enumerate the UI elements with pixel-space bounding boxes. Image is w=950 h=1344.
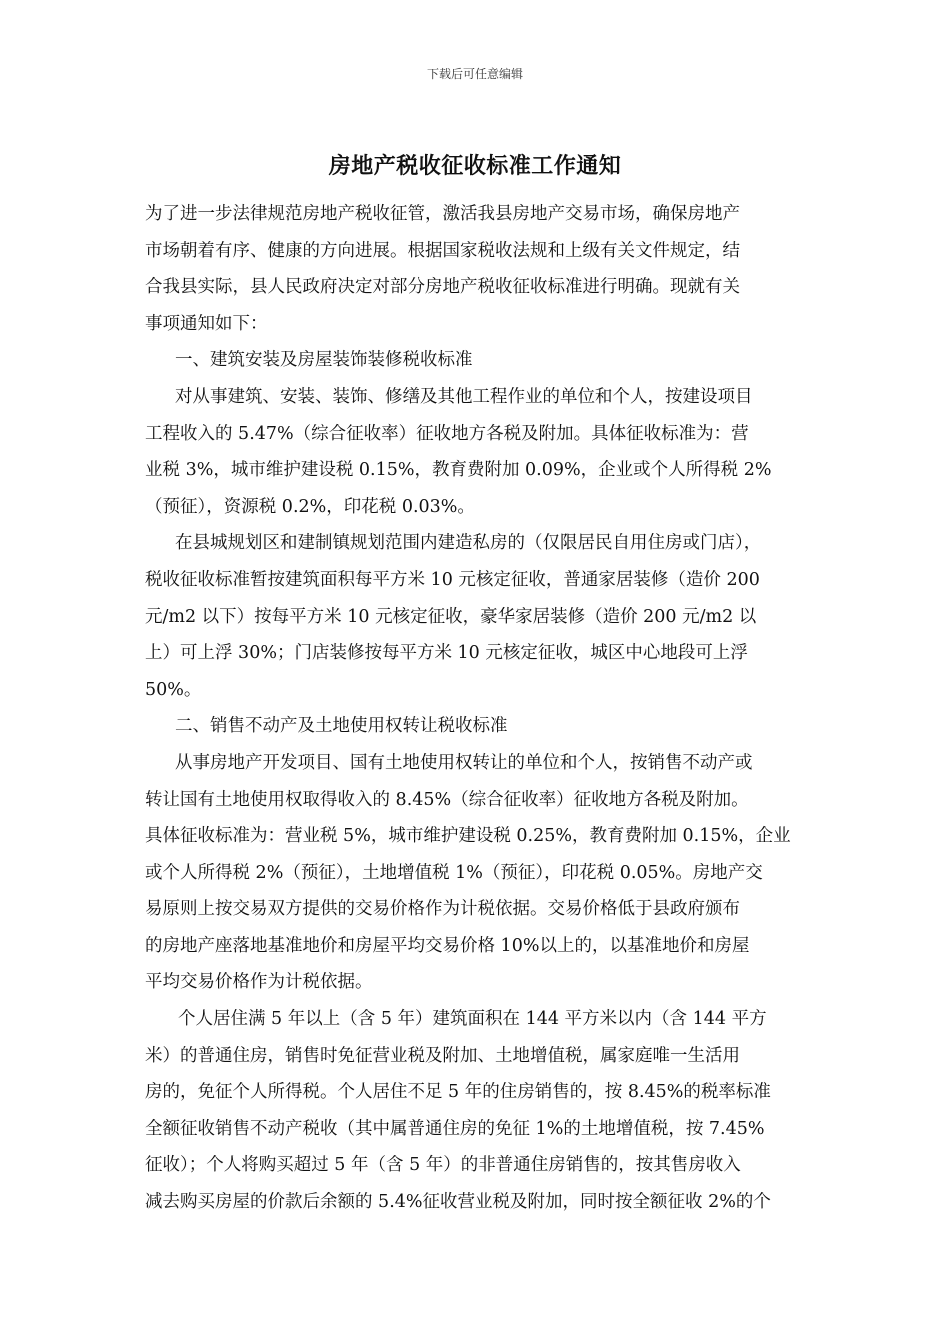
text-line: 或个人所得税 2%（预征），土地增值税 1%（预征），印花税 0.05%。房地产交: [145, 862, 763, 883]
text-line: 具体征收标准为：营业税 5%，城市维护建设税 0.25%，教育费附加 0.15%，企业: [145, 826, 791, 847]
document-title: 房地产税收征收标准工作通知: [328, 153, 622, 179]
text-line: 易原则上按交易双方提供的交易价格作为计税依据。交易价格低于县政府颁布: [145, 899, 740, 920]
text-line: 征收）；个人将购买超过 5 年（含 5 年）的非普通住房销售的，按其售房收入: [145, 1155, 741, 1176]
text-line: 市场朝着有序、健康的方向进展。根据国家税收法规和上级有关文件规定，结: [145, 240, 740, 261]
text-line: 从事房地产开发项目、国有土地使用权转让的单位和个人，按销售不动产或: [175, 752, 753, 773]
text-line: 平均交易价格作为计税依据。: [145, 972, 373, 993]
text-line: 转让国有土地使用权取得收入的 8.45%（综合征收率）征收地方各税及附加。: [145, 789, 749, 810]
text-line: 事项通知如下：: [145, 313, 268, 334]
text-line: 房的，免征个人所得税。个人居住不足 5 年的住房销售的，按 8.45%的税率标准: [145, 1082, 771, 1103]
text-line: 元/m2 以下）按每平方米 10 元核定征收，豪华家居装修（造价 200 元/m2 以: [145, 606, 757, 627]
text-line: 减去购买房屋的价款后余额的 5.4%征收营业税及附加，同时按全额征收 2%的个: [145, 1192, 771, 1213]
text-line: 在县城规划区和建制镇规划范围内建造私房的（仅限居民自用住房或门店），: [175, 533, 762, 554]
text-line: 的房地产座落地基准地价和房屋平均交易价格 10%以上的，以基准地价和房屋: [145, 935, 750, 956]
text-line: 业税 3%，城市维护建设税 0.15%，教育费附加 0.09%，企业或个人所得税 2%: [145, 460, 772, 481]
text-line: 为了进一步法律规范房地产税收征管，激活我县房地产交易市场，确保房地产: [145, 204, 740, 224]
text-line: （预征），资源税 0.2%，印花税 0.03%。: [145, 496, 475, 517]
text-line: 上）可上浮 30%；门店装修按每平方米 10 元核定征收，城区中心地段可上浮: [145, 643, 748, 664]
text-line: 工程收入的 5.47%（综合征收率）征收地方各税及附加。具体征收标准为：营: [145, 423, 749, 444]
text-line: 全额征收销售不动产税收（其中属普通住房的免征 1%的土地增值税，按 7.45%: [145, 1118, 765, 1139]
text-line: 个人居住满 5 年以上（含 5 年）建筑面积在 144 平方米以内（含 144 平方: [178, 1009, 767, 1030]
document-body: [145, 196, 810, 1221]
text-line: 米）的普通住房，销售时免征营业税及附加、土地增值税，属家庭唯一生活用: [145, 1045, 740, 1066]
text-line: 一、建筑安装及房屋装饰装修税收标准: [175, 350, 473, 371]
text-line: 合我县实际，县人民政府决定对部分房地产税收征收标准进行明确。现就有关: [145, 277, 740, 298]
text-line: 税收征收标准暂按建筑面积每平方米 10 元核定征收，普通家居装修（造价 200: [145, 569, 760, 590]
text-line: 二、销售不动产及土地使用权转让税收标准: [175, 716, 508, 737]
text-line: 50%。: [145, 679, 202, 700]
text-line: 对从事建筑、安装、装饰、修缮及其他工程作业的单位和个人，按建设项目: [175, 386, 753, 407]
download-note: 下载后可任意编辑: [426, 67, 523, 81]
